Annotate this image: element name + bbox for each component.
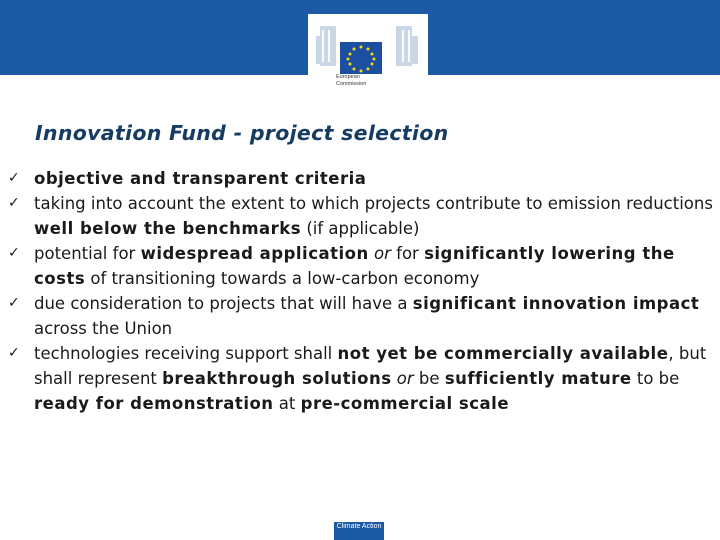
bullet-text-segment: breakthrough solutions	[162, 369, 392, 388]
bullet-text-segment: of transitioning towards a low-carbon economy	[85, 269, 480, 288]
european-commission-logo	[308, 14, 428, 100]
bullet-item	[8, 241, 713, 291]
logo-line-1: European	[336, 74, 360, 80]
bullet-text-segment: at	[273, 394, 301, 413]
checkmark-icon: ✓	[8, 170, 20, 186]
bullet-list	[8, 166, 713, 416]
bullet-item	[8, 341, 713, 416]
bullet-text-segment: potential for	[34, 244, 141, 263]
bullet-text-segment: , but shall represent	[34, 344, 707, 388]
bullet-text-segment: for	[390, 244, 425, 263]
bullet-text-segment: due consideration to projects that will have a	[34, 294, 413, 313]
logo-line-2: Commission	[336, 81, 367, 87]
bullet-text-segment: ready for demonstration	[34, 394, 274, 413]
checkmark-icon: ✓	[8, 345, 20, 361]
checkmark-icon: ✓	[8, 245, 20, 261]
checkmark-icon: ✓	[8, 195, 20, 211]
bullet-item	[8, 291, 713, 341]
bullet-text-segment: taking into account the extent to which projects contribute to emission reductions	[34, 194, 713, 213]
bullet-text-segment: significant innovation impact	[412, 294, 700, 313]
bullet-item	[8, 166, 713, 191]
bullet-text-segment: widespread application	[140, 244, 369, 263]
bullet-text-segment: sufficiently mature	[444, 369, 632, 388]
climate-action-badge: Climate Action	[334, 522, 384, 540]
checkmark-icon: ✓	[8, 295, 20, 311]
bullet-text-segment: technologies receiving support shall	[34, 344, 338, 363]
bullet-text-segment: not yet be commercially available	[337, 344, 669, 363]
bullet-text-segment: to be	[631, 369, 680, 388]
logo-label	[336, 74, 396, 88]
bullet-item	[8, 191, 713, 241]
bullet-text-segment: or	[374, 244, 391, 263]
slide-title: Innovation Fund - project selection	[35, 121, 449, 145]
bullet-text-segment: across the Union	[34, 319, 173, 338]
bullet-text-segment: or	[396, 369, 414, 388]
bullet-text-segment: well below the benchmarks	[34, 219, 302, 238]
bullet-text-segment: objective and transparent criteria	[34, 169, 367, 188]
bullet-text-segment: pre-commercial scale	[300, 394, 510, 413]
bullet-text-segment: be	[413, 369, 445, 388]
bullet-text-segment: (if applicable)	[301, 219, 420, 238]
bullet-text-segment: significantly lowering the costs	[34, 244, 675, 288]
